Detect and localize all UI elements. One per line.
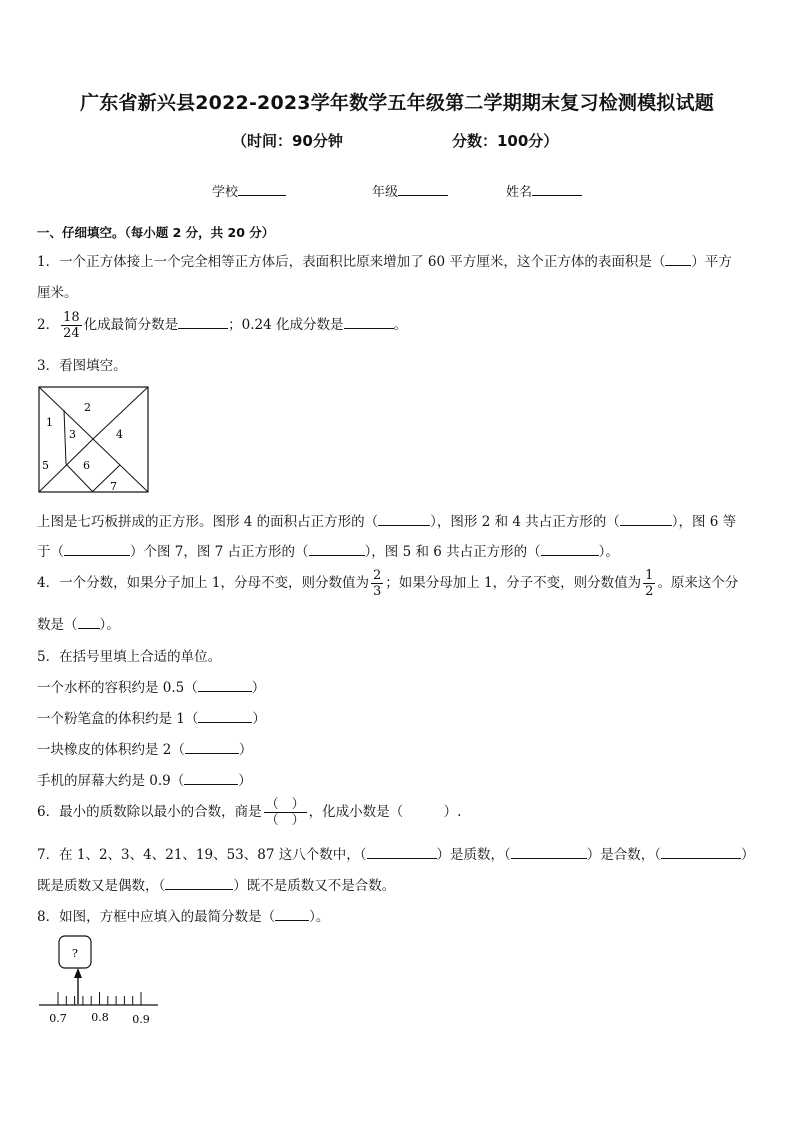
question-5-item: 一个水杯的容积约是 0.5（ ） [37,680,266,696]
question-8: 8．如图，方框中应填入的最简分数是（ ）。 [37,909,330,925]
exam-time: （时间：90分钟 [232,132,343,150]
answer-blank[interactable] [64,543,130,556]
page-title: 广东省新兴县2022-2023学年数学五年级第二学期期末复习检测模拟试题 [80,92,714,114]
figure-label-6: 6 [83,459,90,472]
question-2: 2． $\frac{18}{24}$ 化成最简分数是 ；0.24 化成分数是 。 [37,310,407,341]
answer-blank[interactable] [198,710,252,723]
answer-blank[interactable] [541,543,599,556]
answer-blank[interactable] [185,741,239,754]
section-heading: 一、仔细填空。（每小题 2 分，共 20 分） [37,225,275,240]
number-line-ticks [58,992,141,1005]
up-arrow-icon [74,968,82,978]
tick-label-0.9: 0.9 [132,1013,150,1026]
figure-label-2: 2 [84,401,91,414]
question-7-cont: 既是质数又是偶数，（ ）既不是质数又不是合数。 [37,878,396,894]
box-question-mark: ? [72,947,78,960]
answer-blank[interactable] [178,316,228,329]
answer-blank[interactable] [344,316,394,329]
school-field[interactable] [212,181,286,200]
question-1-cont: 厘米。 [37,285,78,301]
question-4-cont: 数是（ ）。 [37,617,120,633]
answer-blank[interactable] [367,846,437,859]
number-line-figure [36,934,166,1028]
question-7: 7．在 1、2、3、4、21、19、53、87 这八个数中，（ ）是质数，（ ）是合数，（ ） [37,847,755,863]
question-3-line1: 上图是七巧板拼成的正方形。图形 4 的面积占正方形的（ ），图形 2 和 4 共占正方形的（ ），图 6 等 [37,514,737,530]
fraction: $\frac{2}{3}$ [372,568,382,599]
answer-blank[interactable] [184,772,238,785]
fraction-blank[interactable]: $\frac{( )}{( )}$ [265,797,305,828]
figure-label-1: 1 [46,416,53,429]
answer-blank[interactable] [661,846,741,859]
figure-label-3: 3 [69,428,76,441]
tick-label-0.7: 0.7 [49,1012,67,1025]
grade-label: 年级 [372,185,399,200]
name-field[interactable] [506,181,582,200]
question-3-line2: 于（ ）个图 7，图 7 占正方形的（ ），图 5 和 6 共占正方形的（ ）。 [37,544,619,560]
answer-blank[interactable] [620,513,672,526]
question-5-item: 手机的屏幕大约是 0.9（ ） [37,773,252,789]
figure-label-5: 5 [42,459,49,472]
name-label: 姓名 [506,185,533,200]
question-4: 4．一个分数，如果分子加上 1，分母不变，则分数值为 $\frac{2}{3}$ ；如果分母加上 1，分子不变，则分数值为 $\frac{1}{2}$ 。原来这个分 [37,568,739,599]
answer-blank[interactable] [198,679,252,692]
grade-field[interactable] [372,181,448,200]
question-5-item: 一块橡皮的体积约是 2（ ） [37,742,253,758]
answer-blank[interactable] [511,846,587,859]
answer-blank[interactable] [378,513,430,526]
tangram-figure [38,386,150,494]
exam-score: 分数：100分） [452,132,559,150]
answer-blank[interactable] [165,877,233,890]
figure-label-7: 7 [110,480,117,493]
figure-label-4: 4 [116,428,123,441]
question-6: 6．最小的质数除以最小的合数，商是 $\frac{( )}{( )}$ ，化成小数是（ ）. [37,797,462,828]
question-5: 5．在括号里填上合适的单位。 [37,649,222,665]
answer-blank[interactable] [275,908,309,921]
question-3: 3．看图填空。 [37,358,127,374]
answer-blank[interactable] [78,616,100,629]
question-5-item: 一个粉笔盒的体积约是 1（ ） [37,711,266,727]
fraction: $\frac{1}{2}$ [645,568,654,599]
school-label: 学校 [212,185,239,200]
answer-blank[interactable] [665,253,691,266]
answer-blank[interactable] [309,543,365,556]
fraction: $\frac{18}{24}$ [63,310,80,341]
question-1: 1．一个正方体接上一个完全相等正方体后，表面积比原来增加了 60 平方厘米，这个正方体的表面积是（ ）平方 [37,254,732,270]
tick-label-0.8: 0.8 [91,1011,109,1024]
